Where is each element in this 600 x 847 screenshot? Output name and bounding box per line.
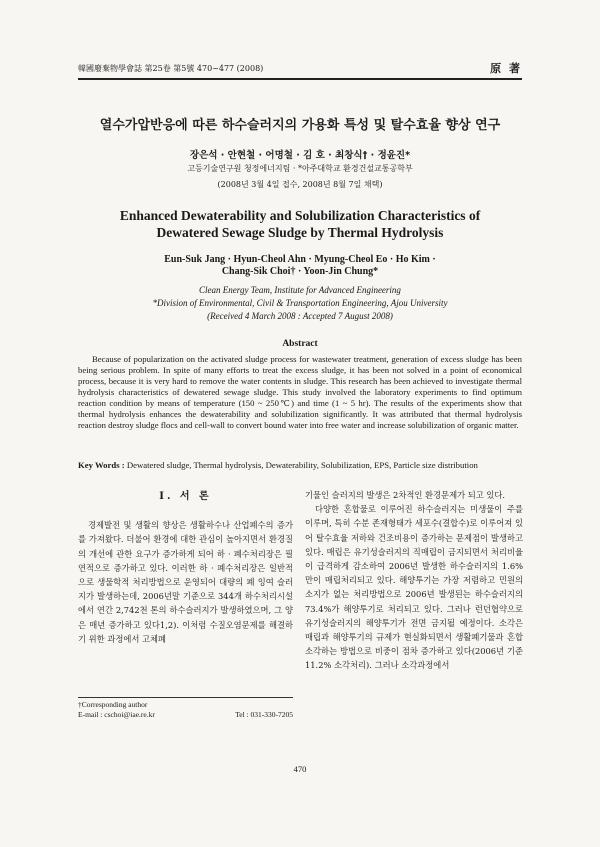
keywords xyxy=(78,460,522,471)
english-authors: Eun-Suk Jang · Hyun-Cheol Ahn · Myung-Cheol Eo · Ho Kim · Chang-Sik Choi† · Yoon-Jin Chung* xyxy=(164,254,436,277)
english-affiliations xyxy=(90,284,510,309)
running-header xyxy=(78,64,522,74)
affiliation-2: *Division of Environmental, Civil & Transportation Engineering, Ajou University xyxy=(152,297,448,308)
korean-title: 열수가압반응에 따른 하수슬러지의 가용화 특성 및 탈수효율 향상 연구 xyxy=(99,118,501,133)
abstract-text: Because of popularization on the activated sludge process for wastewater treatment, generation of excess sludge has been being serious problem. In spite of many efforts to treat the excess sludge, it has been not solved in a point of economical process, because it is very hard to remove the water contents in sludge. This research has been achieved to investigate thermal hydrolysis characteristics of dewatered sewage sludge. This study involved the laboratory experiments to find optimum reaction condition by means of temperature (150 ~ 250℃) and time (1 ~ 5 hr). The results of the experiments show that thermal hydrolysis enhances the dewaterability and solubilization significantly. It was attributed that thermal hydrolysis reaction destroy sludge flocs and cell-wall to convert bound water into free water and increase solubilization of organic matter. xyxy=(78,354,522,430)
footnote xyxy=(78,700,293,719)
page-number: 470 xyxy=(293,764,307,774)
abstract-heading: Abstract xyxy=(282,339,318,349)
english-title: Enhanced Dewaterability and Solubilization Characteristics of Dewatered Sewage Sludge by Thermal Hydrolysis xyxy=(119,208,481,240)
korean-authors: 장은석 · 안현철 · 어명철 · 김 호 · 최창식† · 정윤진* xyxy=(189,150,411,161)
korean-dates: (2008년 3월 4일 접수, 2008년 8월 7일 채택) xyxy=(217,180,383,189)
keywords-text: Dewatered sludge, Thermal hydrolysis, Dewaterability, Solubilization, EPS, Particle size distribution xyxy=(126,460,478,470)
intro-paragraph-left: 경제발전 및 생활의 향상은 생활하수나 산업폐수의 증가를 가져왔다. 더불어 환경에 대한 관심이 높아지면서 환경질의 개선에 관한 요구가 증가하게 되어 하 · 폐수처리장은 필연적으로 증가하고 있다. 이러한 하 · 폐수처리장은 일반적으로 생물학적 처리방법으로 운영되어 대량의 폐 잉여 슬러지가 발생하는데, 2006년말 기준으로 344개 하수처리시설에서 연간 2,742천 톤의 하수슬러지가 발생하였으며, 그 양은 매년 증가하고 있다1,2). 이처럼 수질오염문제를 해결하기 위한 과정에서 고체폐 xyxy=(78,520,293,644)
intro-paragraph-right-1: 기물인 슬러지의 발생은 2차적인 환경문제가 되고 있다. xyxy=(305,490,506,500)
korean-affiliation: 고등기술연구원 청정에너지팀 · *아주대학교 환경건설교통공학부 xyxy=(187,164,413,173)
header-rule xyxy=(78,78,522,80)
article-type: 原 著 xyxy=(490,62,522,75)
keywords-label: Key Words : xyxy=(78,460,125,470)
footnote-rule xyxy=(78,697,293,698)
journal-reference: 韓國廢棄物學會誌 第25卷 第5號 470~477 (2008) xyxy=(78,64,264,73)
english-dates: (Received 4 March 2008 : Accepted 7 August 2008) xyxy=(207,311,393,321)
intro-paragraph-right-2: 다양한 혼합물로 이루어진 하수슬러지는 미생물이 주를 이루며, 특히 수분 존재형태가 세포수(결합수)로 이루어져 있어 탈수효율 저하와 건조비용이 증가하는 문제점이 발생하고 있다. 매립은 유기성슬러지의 직매립이 금지되면서 처리비율이 급격하게 감소하여 2006년 발생한 하수슬러지의 1.6%만이 매립처리되고 있다. 해양투기는 가장 저렴하고 민원의 소지가 없는 처리방법으로 2006년 발생된는 하수슬러지의 73.4%가 해양투기로 처리되고 있다. 그러나 런던협약으로 유기성슬러지의 해양투기가 전면 금지될 예정이다. 소각은 매립과 해양투기의 규제가 현실화되면서 생활폐기물과 혼합 소각하는 방법으로 비중이 점차 증가하고 있다(2006년 기준 11.2% 소각처리). 그러나 소각과정에서 xyxy=(305,504,523,671)
section-title: I. 서 론 xyxy=(159,491,212,502)
corresponding-email: E-mail : cschoi@iae.re.kr xyxy=(78,709,155,719)
body-column-right xyxy=(305,488,523,673)
affiliation-1: Clean Energy Team, Institute for Advanced Engineering xyxy=(199,285,401,295)
body-column-left xyxy=(78,488,293,646)
corresponding-author-label: †Corresponding author xyxy=(78,700,148,709)
corresponding-tel: Tel : 031-330-7205 xyxy=(235,709,293,719)
